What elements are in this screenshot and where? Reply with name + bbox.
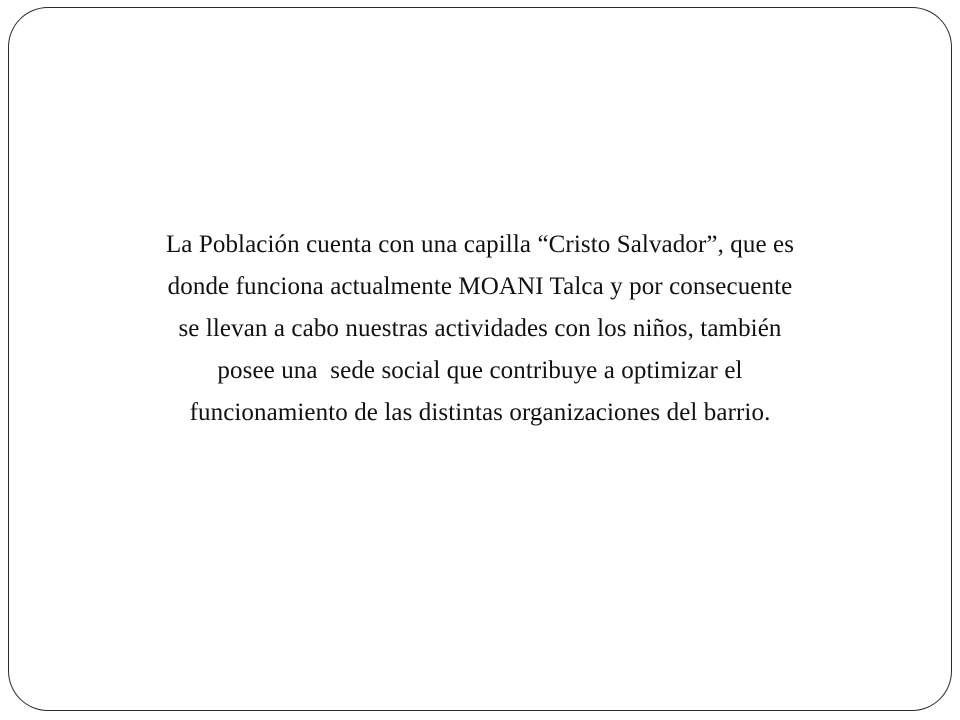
body-paragraph (60, 224, 900, 434)
paragraph-line-4: posee una sede social que contribuye a optimizar el (217, 357, 743, 384)
paragraph-line-1: La Población cuenta con una capilla “Cristo Salvador”, que es (165, 231, 795, 258)
paragraph-line-5: funcionamiento de las distintas organizaciones del barrio. (189, 399, 771, 426)
paragraph-line-2: donde funciona actualmente MOANI Talca y por consecuente (167, 273, 793, 300)
paragraph-line-3: se llevan a cabo nuestras actividades con los niños, también (178, 315, 782, 342)
